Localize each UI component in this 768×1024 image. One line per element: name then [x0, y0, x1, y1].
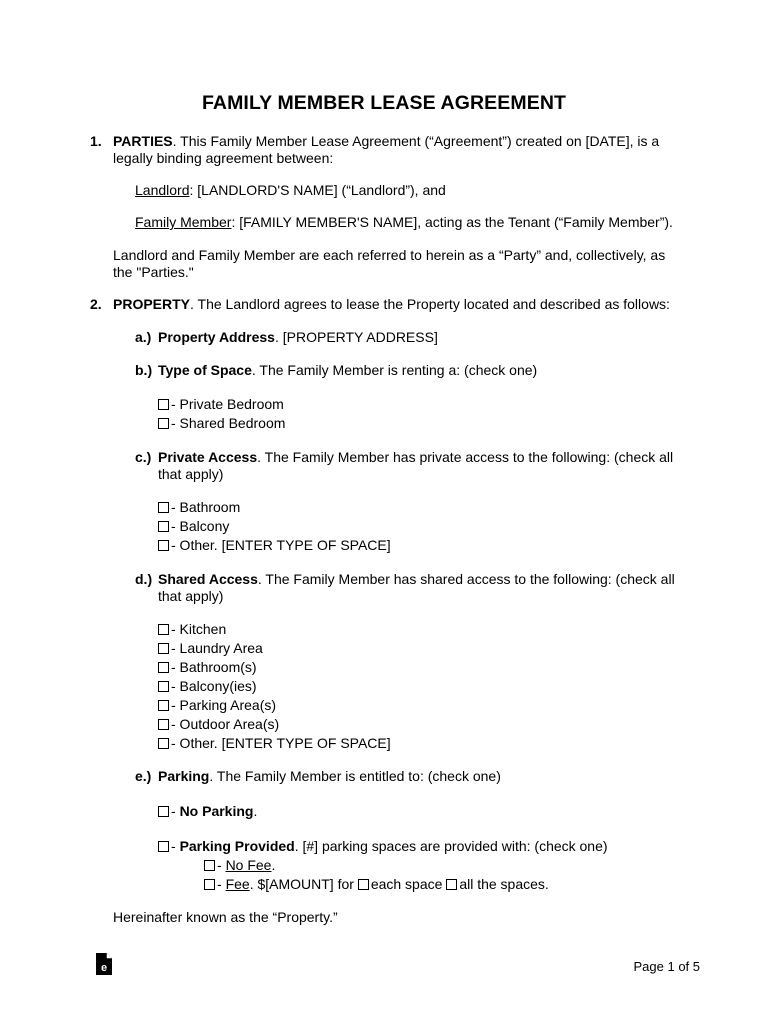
checkbox-option[interactable]: - Parking Area(s) — [158, 697, 276, 714]
parking-line: Parking. The Family Member is entitled to: (check one) — [158, 768, 501, 784]
subsection-label: b.) — [135, 362, 153, 378]
checkbox[interactable] — [158, 540, 169, 551]
section-number: 2. — [90, 296, 102, 312]
section-number: 1. — [90, 133, 102, 149]
checkbox-option[interactable]: - Laundry Area — [158, 640, 263, 657]
document-title: FAMILY MEMBER LEASE AGREEMENT — [201, 92, 567, 114]
checkbox[interactable] — [158, 719, 169, 730]
checkbox-option[interactable]: - Other. [ENTER TYPE OF SPACE] — [158, 735, 391, 752]
checkbox-option-parking-provided[interactable]: - Parking Provided. [#] parking spaces are provided with: (check one) — [158, 838, 608, 855]
type-of-space-line: Type of Space. The Family Member is renting a: (check one) — [158, 362, 538, 378]
checkbox-all-spaces[interactable] — [446, 879, 457, 890]
parties-definition: Landlord and Family Member are each referred to herein as a “Party” and, collectively, as the "Parties." — [113, 247, 666, 280]
subsection-label: d.) — [135, 571, 153, 587]
checkbox[interactable] — [158, 418, 169, 429]
checkbox-option[interactable]: - Other. [ENTER TYPE OF SPACE] — [158, 537, 391, 554]
checkbox-option[interactable]: - Private Bedroom — [158, 396, 284, 413]
section-heading: PARTIES — [113, 133, 173, 149]
checkbox[interactable] — [158, 502, 169, 513]
subsection-label: c.) — [135, 449, 152, 465]
eforms-logo-icon — [95, 952, 113, 976]
checkbox-option-no-fee[interactable]: - No Fee. — [204, 857, 275, 874]
checkbox-option[interactable]: - Shared Bedroom — [158, 415, 285, 432]
checkbox-option[interactable]: - Bathroom — [158, 499, 240, 516]
checkbox[interactable] — [158, 643, 169, 654]
checkbox-option[interactable]: - Balcony — [158, 518, 229, 535]
checkbox[interactable] — [158, 624, 169, 635]
checkbox-each-space[interactable] — [358, 879, 369, 890]
section-property: PROPERTY. The Landlord agrees to lease the Property located and described as follows: — [113, 296, 670, 312]
private-access-line: Private Access. The Family Member has private access to the following: (check all that apply) — [158, 449, 674, 482]
shared-access-line: Shared Access. The Family Member has shared access to the following: (check all that apply) — [158, 571, 675, 604]
checkbox[interactable] — [204, 860, 215, 871]
checkbox-option-no-parking[interactable]: - No Parking. — [158, 803, 257, 820]
checkbox-option[interactable]: - Kitchen — [158, 621, 226, 638]
checkbox[interactable] — [158, 662, 169, 673]
checkbox[interactable] — [158, 700, 169, 711]
checkbox[interactable] — [158, 521, 169, 532]
checkbox-option-fee[interactable]: - Fee. $[AMOUNT] for each space all the spaces. — [204, 876, 549, 893]
checkbox-option[interactable]: - Balcony(ies) — [158, 678, 257, 695]
checkbox[interactable] — [158, 399, 169, 410]
checkbox[interactable] — [158, 841, 169, 852]
subsection-label: e.) — [135, 768, 152, 784]
page-number: Page 1 of 5 — [633, 959, 700, 974]
checkbox[interactable] — [158, 738, 169, 749]
checkbox-option[interactable]: - Bathroom(s) — [158, 659, 257, 676]
property-address-line: Property Address. [PROPERTY ADDRESS] — [158, 329, 438, 345]
checkbox[interactable] — [158, 681, 169, 692]
landlord-line: Landlord: [LANDLORD'S NAME] (“Landlord”), and — [135, 182, 446, 198]
checkbox[interactable] — [204, 879, 215, 890]
svg-text:e: e — [100, 962, 108, 974]
subsection-label: a.) — [135, 329, 152, 345]
hereinafter-line: Hereinafter known as the “Property.” — [113, 909, 338, 925]
family-member-line: Family Member: [FAMILY MEMBER'S NAME], acting as the Tenant (“Family Member”). — [135, 214, 673, 230]
checkbox[interactable] — [158, 806, 169, 817]
checkbox-option[interactable]: - Outdoor Area(s) — [158, 716, 279, 733]
section-parties: PARTIES. This Family Member Lease Agreement (“Agreement”) created on [DATE], is a legally binding agreement between: — [113, 133, 660, 166]
